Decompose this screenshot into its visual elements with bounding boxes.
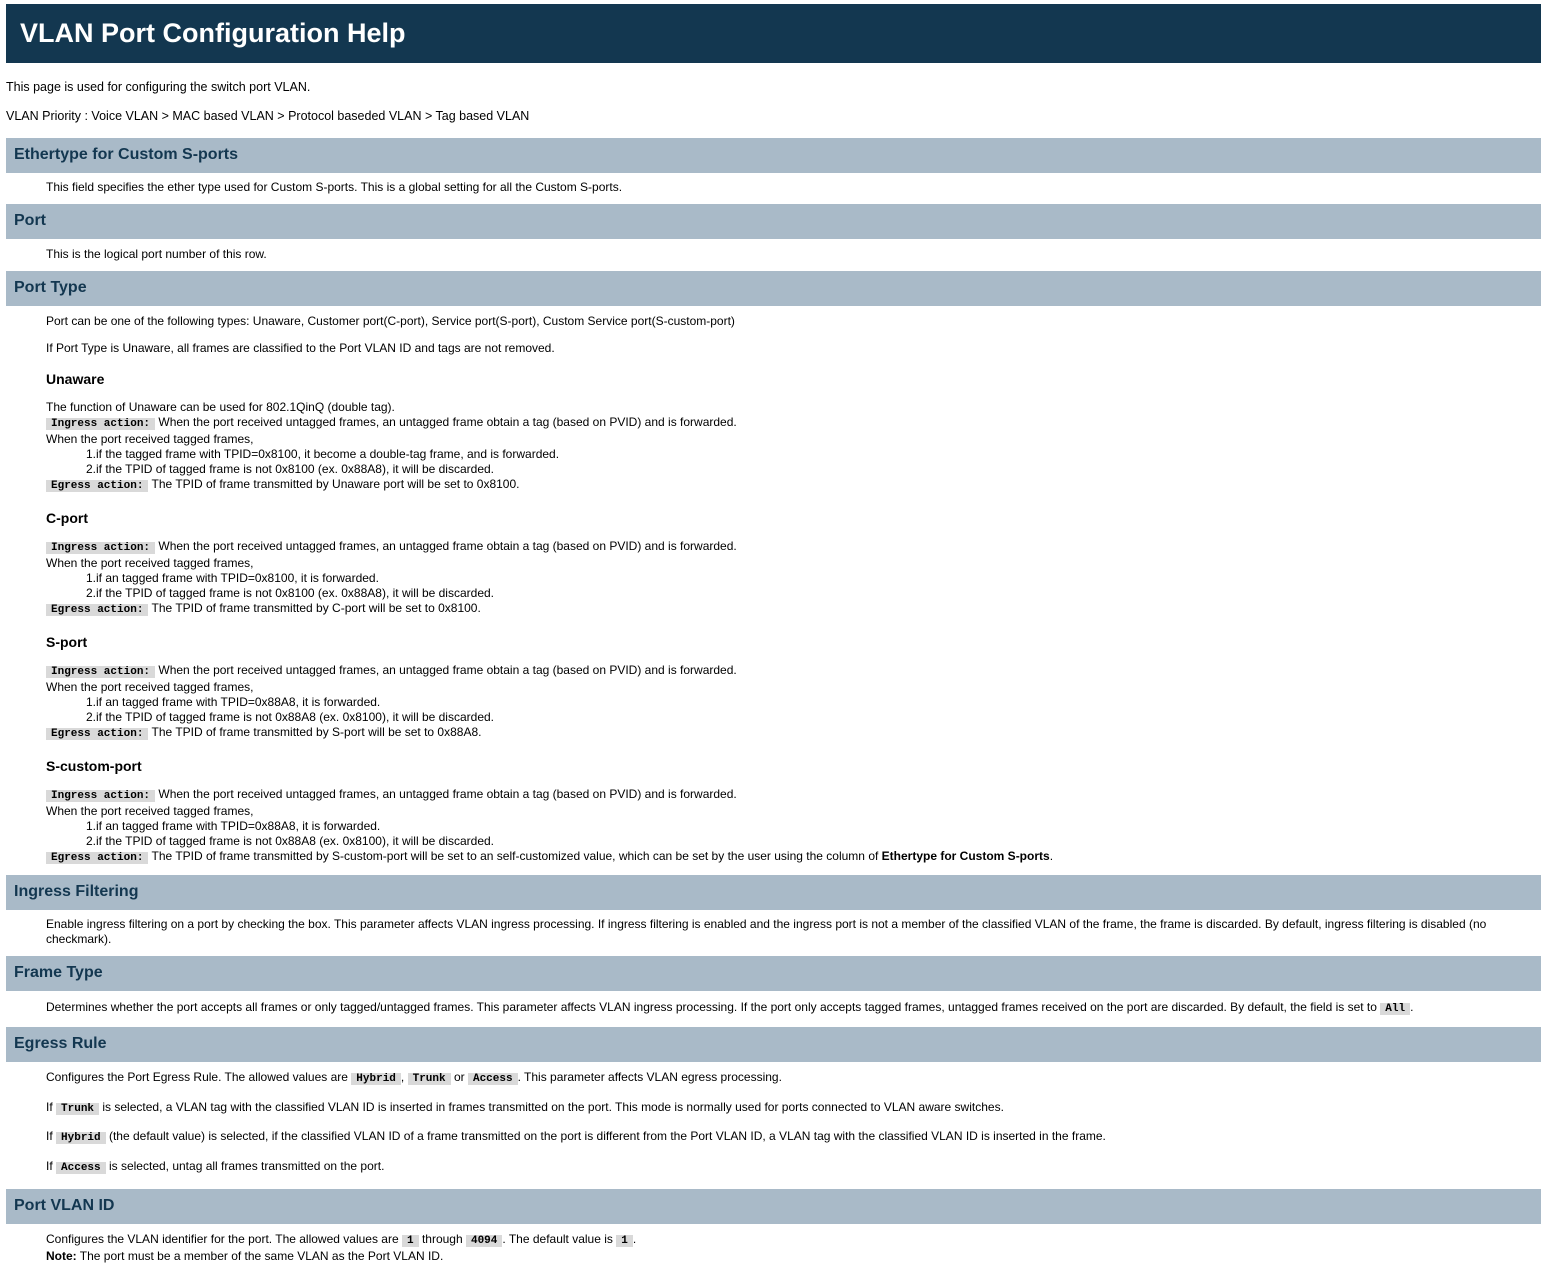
ingress-action-code: Ingress action: (46, 542, 155, 554)
cport-heading: C-port (46, 510, 88, 526)
trunk-description: is selected, a VLAN tag with the classified VLAN ID is inserted in frames transmitted on the port. This mode is normally used for ports connected to VLAN aware switches. (102, 1100, 1004, 1114)
pvid-default-code: 1 (616, 1235, 633, 1247)
port-type-unaware-note: If Port Type is Unaware, all frames are classified to the Port VLAN ID and tags are not removed. (46, 341, 555, 355)
trunk-code: Trunk (408, 1073, 451, 1085)
cport-ingress-line (46, 539, 1531, 556)
egress-rule-intro-text: Configures the Port Egress Rule. The allowed values are (46, 1070, 348, 1084)
pvid-min-code: 1 (402, 1235, 419, 1247)
egress-action-code: Egress action: (46, 604, 148, 616)
pvid-end: . (632, 1232, 637, 1246)
unaware-egress-text: The TPID of frame transmitted by Unaware port will be set to 0x8100. (151, 477, 520, 491)
scustom-tagged-intro: When the port received tagged frames, (46, 804, 254, 818)
hybrid-code: Hybrid (56, 1132, 106, 1144)
section-ethertype-body (6, 173, 1541, 204)
through-text: through (421, 1232, 463, 1246)
section-port-type-heading: Port Type (6, 271, 1541, 306)
unaware-description: The function of Unaware can be used for 802.1QinQ (double tag). (46, 400, 395, 414)
unaware-tagged-intro: When the port received tagged frames, (46, 432, 254, 446)
ingress-action-code: Ingress action: (46, 666, 155, 678)
section-pvid-heading: Port VLAN ID (6, 1189, 1541, 1224)
sport-ingress-line (46, 663, 1531, 680)
scustom-rule-2: 2.if the TPID of tagged frame is not 0x88A8 (ex. 0x8100), it will be discarded. (86, 834, 494, 848)
section-frame-type-heading: Frame Type (6, 956, 1541, 991)
trunk-code: Trunk (56, 1103, 99, 1115)
sport-tagged-intro: When the port received tagged frames, (46, 680, 254, 694)
frame-type-default-code: All (1380, 1003, 1410, 1015)
access-code: Access (468, 1073, 518, 1085)
scustom-egress-text: The TPID of frame transmitted by S-custom-port will be set to an self-customized value, which can be set by the user using the column of (151, 849, 879, 863)
ethertype-description: This field specifies the ether type used for Custom S-ports. This is a global setting for all the Custom S-ports. (46, 180, 623, 194)
note-label: Note: (46, 1249, 77, 1263)
cport-untagged-text: When the port received untagged frames, an untagged frame obtain a tag (based on PVID) and is forwarded. (158, 539, 737, 553)
egress-rule-intro-suffix: . This parameter affects VLAN egress processing. (517, 1070, 782, 1084)
section-port-heading: Port (6, 204, 1541, 239)
unaware-rule-1: 1.if the tagged frame with TPID=0x8100, it become a double-tag frame, and is forwarded. (86, 447, 560, 461)
scustom-ingress-line (46, 787, 1531, 804)
cport-tagged-intro: When the port received tagged frames, (46, 556, 254, 570)
pvid-default-text: . The default value is (502, 1232, 613, 1246)
cport-rule-2: 2.if the TPID of tagged frame is not 0x8100 (ex. 0x88A8), it will be discarded. (86, 586, 494, 600)
pvid-intro-text: Configures the VLAN identifier for the port. The allowed values are (46, 1232, 399, 1246)
scustom-heading: S-custom-port (46, 758, 142, 774)
sport-rule-2: 2.if the TPID of tagged frame is not 0x88A8 (ex. 0x8100), it will be discarded. (86, 710, 494, 724)
egress-rule-hybrid (46, 1129, 1531, 1146)
egress-action-code: Egress action: (46, 852, 148, 864)
comma: , (400, 1070, 405, 1084)
hybrid-description: (the default value) is selected, if the classified VLAN ID of a frame transmitted on the port is different from the Port VLAN ID, a VLAN tag with the classified VLAN ID is inserted in the frame. (108, 1129, 1106, 1143)
access-code: Access (56, 1162, 106, 1174)
if-text: If (46, 1159, 53, 1173)
if-text: If (46, 1129, 53, 1143)
section-port-body (6, 239, 1541, 271)
sport-egress-text: The TPID of frame transmitted by S-port will be set to 0x88A8. (151, 725, 482, 739)
section-egress-rule-heading: Egress Rule (6, 1027, 1541, 1062)
unaware-heading: Unaware (46, 371, 105, 387)
unaware-egress-line (46, 477, 1531, 494)
section-frame-type-body (6, 991, 1541, 1027)
access-description: is selected, untag all frames transmitted on the port. (108, 1159, 385, 1173)
cport-egress-text: The TPID of frame transmitted by C-port will be set to 0x8100. (151, 601, 481, 615)
ingress-action-code: Ingress action: (46, 790, 155, 802)
hybrid-code: Hybrid (351, 1073, 401, 1085)
section-ingress-filtering-heading: Ingress Filtering (6, 875, 1541, 910)
pvid-max-code: 4094 (466, 1235, 502, 1247)
sport-heading: S-port (46, 634, 88, 650)
section-port-type-body (6, 306, 1541, 875)
section-pvid-body (6, 1224, 1541, 1264)
unaware-rule-2: 2.if the TPID of tagged frame is not 0x8100 (ex. 0x88A8), it will be discarded. (86, 462, 494, 476)
note-text: The port must be a member of the same VLAN as the Port VLAN ID. (79, 1249, 444, 1263)
pvid-allowed-values (46, 1232, 1531, 1249)
egress-rule-trunk (46, 1100, 1531, 1117)
sport-rule-1: 1.if an tagged frame with TPID=0x88A8, it is forwarded. (86, 695, 381, 709)
ingress-filtering-description: Enable ingress filtering on a port by checking the box. This parameter affects VLAN ingress processing. If ingress filtering is enabled and the ingress port is not a member of the classified VLAN of the frame, the frame is discarded. By default, ingress filtering is disabled (no checkmark). (46, 917, 1487, 946)
unaware-untagged-text: When the port received untagged frames, an untagged frame obtain a tag (based on PVID) and is forwarded. (158, 415, 737, 429)
cport-rule-1: 1.if an tagged frame with TPID=0x8100, it is forwarded. (86, 571, 379, 585)
frame-type-suffix: . (1410, 1000, 1414, 1014)
egress-rule-access (46, 1159, 1531, 1176)
sport-egress-line (46, 725, 1531, 742)
section-ethertype-heading: Ethertype for Custom S-ports (6, 138, 1541, 173)
port-description: This is the logical port number of this row. (46, 247, 267, 261)
sport-untagged-text: When the port received untagged frames, an untagged frame obtain a tag (based on PVID) and is forwarded. (158, 663, 737, 677)
intro-text: This page is used for configuring the switch port VLAN. (6, 80, 311, 94)
scustom-egress-suffix: . (1049, 849, 1054, 863)
egress-action-code: Egress action: (46, 728, 148, 740)
vlan-priority-text: VLAN Priority : Voice VLAN > MAC based VLAN > Protocol baseded VLAN > Tag based VLAN (6, 109, 530, 123)
unaware-ingress-line (46, 415, 1531, 432)
port-type-list: Port can be one of the following types: Unaware, Customer port(C-port), Service port(S-port), Custom Service port(S-custom-port) (46, 314, 735, 328)
egress-action-code: Egress action: (46, 480, 148, 492)
pvid-note (46, 1249, 1531, 1264)
scustom-egress-line (46, 849, 1531, 866)
if-text: If (46, 1100, 53, 1114)
egress-rule-allowed-values (46, 1070, 1531, 1087)
help-page (6, 4, 1541, 1264)
page-title: VLAN Port Configuration Help (6, 4, 1541, 63)
scustom-rule-1: 1.if an tagged frame with TPID=0x88A8, it is forwarded. (86, 819, 381, 833)
ethertype-reference: Ethertype for Custom S-ports (881, 849, 1050, 863)
scustom-untagged-text: When the port received untagged frames, an untagged frame obtain a tag (based on PVID) and is forwarded. (158, 787, 737, 801)
section-egress-rule-body (6, 1062, 1541, 1189)
cport-egress-line (46, 601, 1531, 618)
frame-type-text: Determines whether the port accepts all frames or only tagged/untagged frames. This parameter affects VLAN ingress processing. If the port only accepts tagged frames, untagged frames received on the port are discarded. By default, the field is set to (46, 1000, 1377, 1014)
ingress-action-code: Ingress action: (46, 418, 155, 430)
or-text: or (453, 1070, 465, 1084)
section-ingress-filtering-body (6, 910, 1541, 956)
frame-type-description (46, 1000, 1531, 1017)
